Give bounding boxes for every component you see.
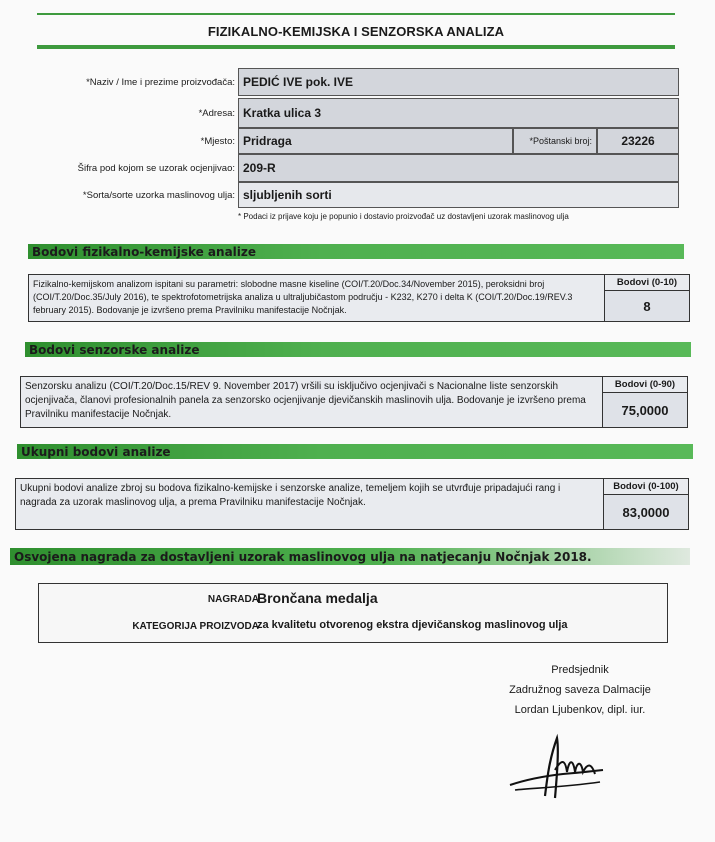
total-heading: Ukupni bodovi analize xyxy=(17,444,693,459)
physchem-score-label: Bodovi (0-10) xyxy=(605,275,689,291)
physchem-text: Fizikalno-kemijskom analizom ispitani su parametri: slobodne masne kiseline (COI/T.20/Doc.34/November 2015), peroksidni broj (COI/T.20/Doc.35/July 2016), te spektrofotometrijska analiza u ultraljubičastom području - K232, K270 i delta K (COI/T.20/Doc.19/REV.3 february 2015). Bodovanje je izvršeno prema Pravilniku manifestacije Nočnjak. xyxy=(33,279,573,315)
sensory-heading: Bodovi senzorske analize xyxy=(25,342,691,357)
physchem-score-value: 8 xyxy=(605,291,689,321)
page-title: FIZIKALNO-KEMIJSKA I SENZORSKA ANALIZA xyxy=(207,24,505,39)
signature-block xyxy=(480,660,680,720)
variety-field: sljubljenih sorti xyxy=(238,182,679,208)
code-field: 209-R xyxy=(238,154,679,182)
producer-row xyxy=(40,68,679,96)
total-text: Ukupni bodovi analize zbroj su bodova fizikalno-kemijske i senzorske analize, temeljem kojih se utvrđuje pripadajući rang i nagrada za uzorak maslinovog ulja, a prema Pravilniku manifestacije Nočnjak. xyxy=(20,483,561,508)
postal-field: 23226 xyxy=(597,128,679,154)
sensory-score-label: Bodovi (0-90) xyxy=(603,377,687,393)
award-box xyxy=(38,583,668,643)
total-score-label: Bodovi (0-100) xyxy=(604,479,688,495)
category-value: za kvalitetu otvorenog ekstra djevičanskog maslinovog ulja xyxy=(257,619,568,631)
physchem-score xyxy=(604,275,689,321)
signature-title: Predsjednik xyxy=(551,664,609,676)
sensory-text: Senzorsku analizu (COI/T.20/Doc.15/REV 9. November 2017) vršili su isključivo ocjenjivači s Nacionalne liste senzorskih ocjenjivača, članovi profesionalnih panela za senzorsko ocjenjivanje djevičanskih maslinovih ulja. Bodovanje je izvršeno prema Pravilniku manifestacije Nočnjak. xyxy=(25,381,586,420)
total-score-value: 83,0000 xyxy=(604,495,688,529)
variety-label: *Sorta/sorte uzorka maslinovog ulja: xyxy=(82,189,235,201)
place-field: Pridraga xyxy=(238,128,513,154)
sensory-box xyxy=(20,376,688,428)
award-label: NAGRADA xyxy=(207,594,259,605)
total-box xyxy=(15,478,689,530)
producer-label: *Naziv / Ime i prezime proizvođača: xyxy=(86,76,235,88)
postal-label: *Poštanski broj: xyxy=(513,128,597,154)
place-row xyxy=(40,128,679,154)
code-row xyxy=(40,154,679,182)
signature-organization: Zadružnog saveza Dalmacije xyxy=(509,684,651,696)
handwritten-signature xyxy=(505,730,625,810)
data-note: * Podaci iz prijave koju je popunio i dostavio proizvođač uz dostavljeni uzorak maslinovog ulja xyxy=(238,212,569,221)
address-row xyxy=(40,98,679,128)
code-label: Šifra pod kojom se uzorak ocjenjivao: xyxy=(77,162,235,174)
place-label: *Mjesto: xyxy=(200,135,235,147)
total-score xyxy=(603,479,688,529)
award-value: Brončana medalja xyxy=(257,590,378,606)
title-block xyxy=(37,13,675,49)
sensory-score-value: 75,0000 xyxy=(603,393,687,427)
category-label: KATEGORIJA PROIZVODA xyxy=(132,621,259,632)
producer-field: PEDIĆ IVE pok. IVE xyxy=(238,68,679,96)
sensory-score xyxy=(602,377,687,427)
award-heading: Osvojena nagrada za dostavljeni uzorak maslinovog ulja na natjecanju Nočnjak 2018. xyxy=(10,548,690,565)
address-label: *Adresa: xyxy=(198,107,235,119)
signature-name: Lordan Ljubenkov, dipl. iur. xyxy=(514,704,646,716)
address-field: Kratka ulica 3 xyxy=(238,98,679,128)
variety-row xyxy=(40,182,679,208)
title-bottom-rule xyxy=(37,45,675,49)
physchem-heading: Bodovi fizikalno-kemijske analize xyxy=(28,244,684,259)
physchem-box xyxy=(28,274,690,322)
